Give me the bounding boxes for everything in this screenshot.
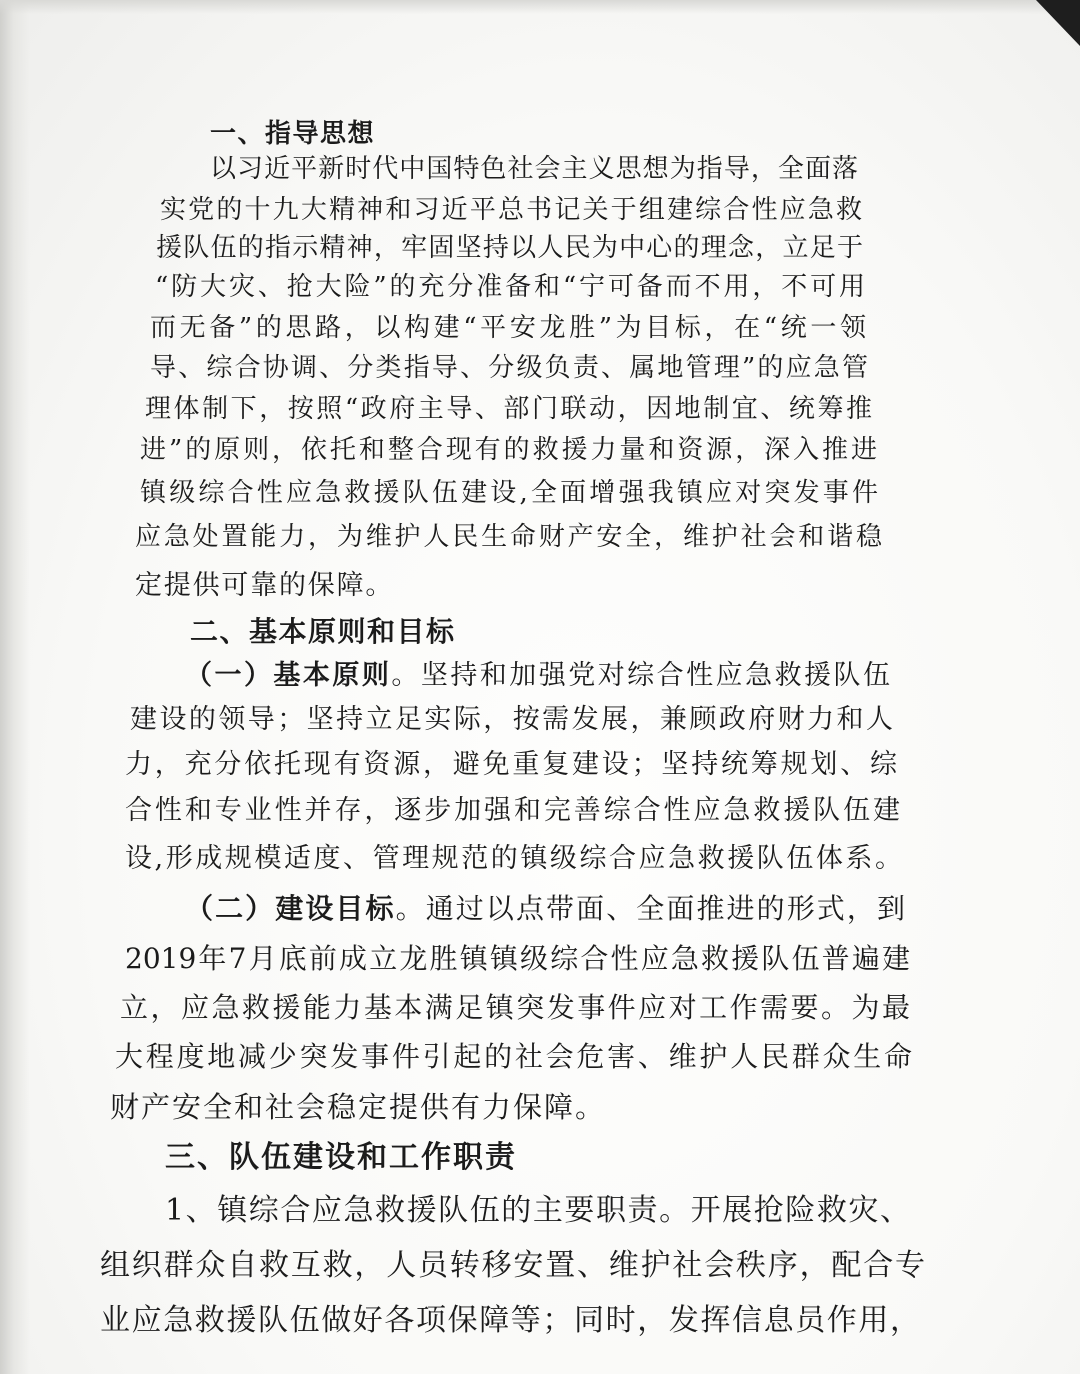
principles-line-1 <box>185 660 890 691</box>
section1-line-9: 镇级综合性应急救援队伍建设,全面增强我镇应对突发事件 <box>140 478 878 508</box>
principles-line-2: 建设的领导；坚持立足实际，按需发展，兼顾政府财力和人 <box>130 704 893 735</box>
section2-heading: 二、基本原则和目标 <box>190 615 456 648</box>
principles-text: 。坚持和加强党对综合性应急救援队伍 <box>391 660 891 691</box>
section1-line-10: 应急处置能力，为维护人民生命财产安全，维护社会和谐稳 <box>135 522 882 552</box>
goals-line-4: 大程度地减少突发事件引起的社会危害、维护人民群众生命 <box>115 1040 912 1073</box>
section1-line-5: 而无备”的思路，以构建“平安龙胜”为目标，在“统一领 <box>150 313 866 343</box>
section1-line-8: 进”的原则，依托和整合现有的救援力量和资源，深入推进 <box>140 435 877 465</box>
principles-line-3: 力，充分依托现有资源，避免重复建设；坚持统筹规划、综 <box>125 749 897 780</box>
goals-line-2: 2019年7月底前成立龙胜镇镇级综合性应急救援队伍普遍建 <box>125 942 910 975</box>
section1-heading: 一、指导思想 <box>210 119 376 149</box>
goals-line-3: 立，应急救援能力基本满足镇突发事件应对工作需要。为最 <box>120 991 910 1024</box>
goals-label: （二）建设目标 <box>185 892 396 925</box>
section3-line-2: 组织群众自救互救，人员转移安置、维护社会秩序，配合专 <box>100 1248 925 1283</box>
section1-line-6: 导、综合协调、分类指导、分级负责、属地管理”的应急管 <box>150 353 868 383</box>
section3-line-1: 1、镇综合应急救援队伍的主要职责。开展抢险救灾、 <box>165 1193 910 1228</box>
section1-line-3: 援队伍的指示精神，牢固坚持以人民为中心的理念，立足于 <box>156 233 863 263</box>
paper-edge-top <box>0 0 1080 14</box>
paper-edge-left <box>0 0 30 1374</box>
goals-line-1 <box>185 893 905 925</box>
goals-text: 。通过以点带面、全面推进的形式，到 <box>395 892 905 925</box>
section3-heading: 三、队伍建设和工作职责 <box>165 1140 517 1175</box>
section1-line-1: 以习近平新时代中国特色社会主义思想为指导，全面落 <box>210 154 858 184</box>
section1-line-11: 定提供可靠的保障。 <box>135 570 395 601</box>
section1-line-2: 实党的十九大精神和习近平总书记关于组建综合性应急救 <box>160 195 862 225</box>
principles-line-4: 合性和专业性并存，逐步加强和完善综合性应急救援队伍建 <box>125 795 900 826</box>
principles-line-5: 设,形成规模适度、管理规范的镇级综合应急救援队伍体系。 <box>125 843 902 874</box>
principles-label: （一）基本原则 <box>185 660 392 691</box>
section1-line-4: “防大灾、抢大险”的充分准备和“宁可备而不用，不可用 <box>155 272 865 302</box>
section1-line-7: 理体制下，按照“政府主导、部门联动，因地制宜、统筹推 <box>145 394 872 424</box>
goals-line-5: 财产安全和社会稳定提供有力保障。 <box>110 1090 607 1124</box>
section3-line-3: 业应急救援队伍做好各项保障等；同时，发挥信息员作用， <box>100 1303 920 1338</box>
